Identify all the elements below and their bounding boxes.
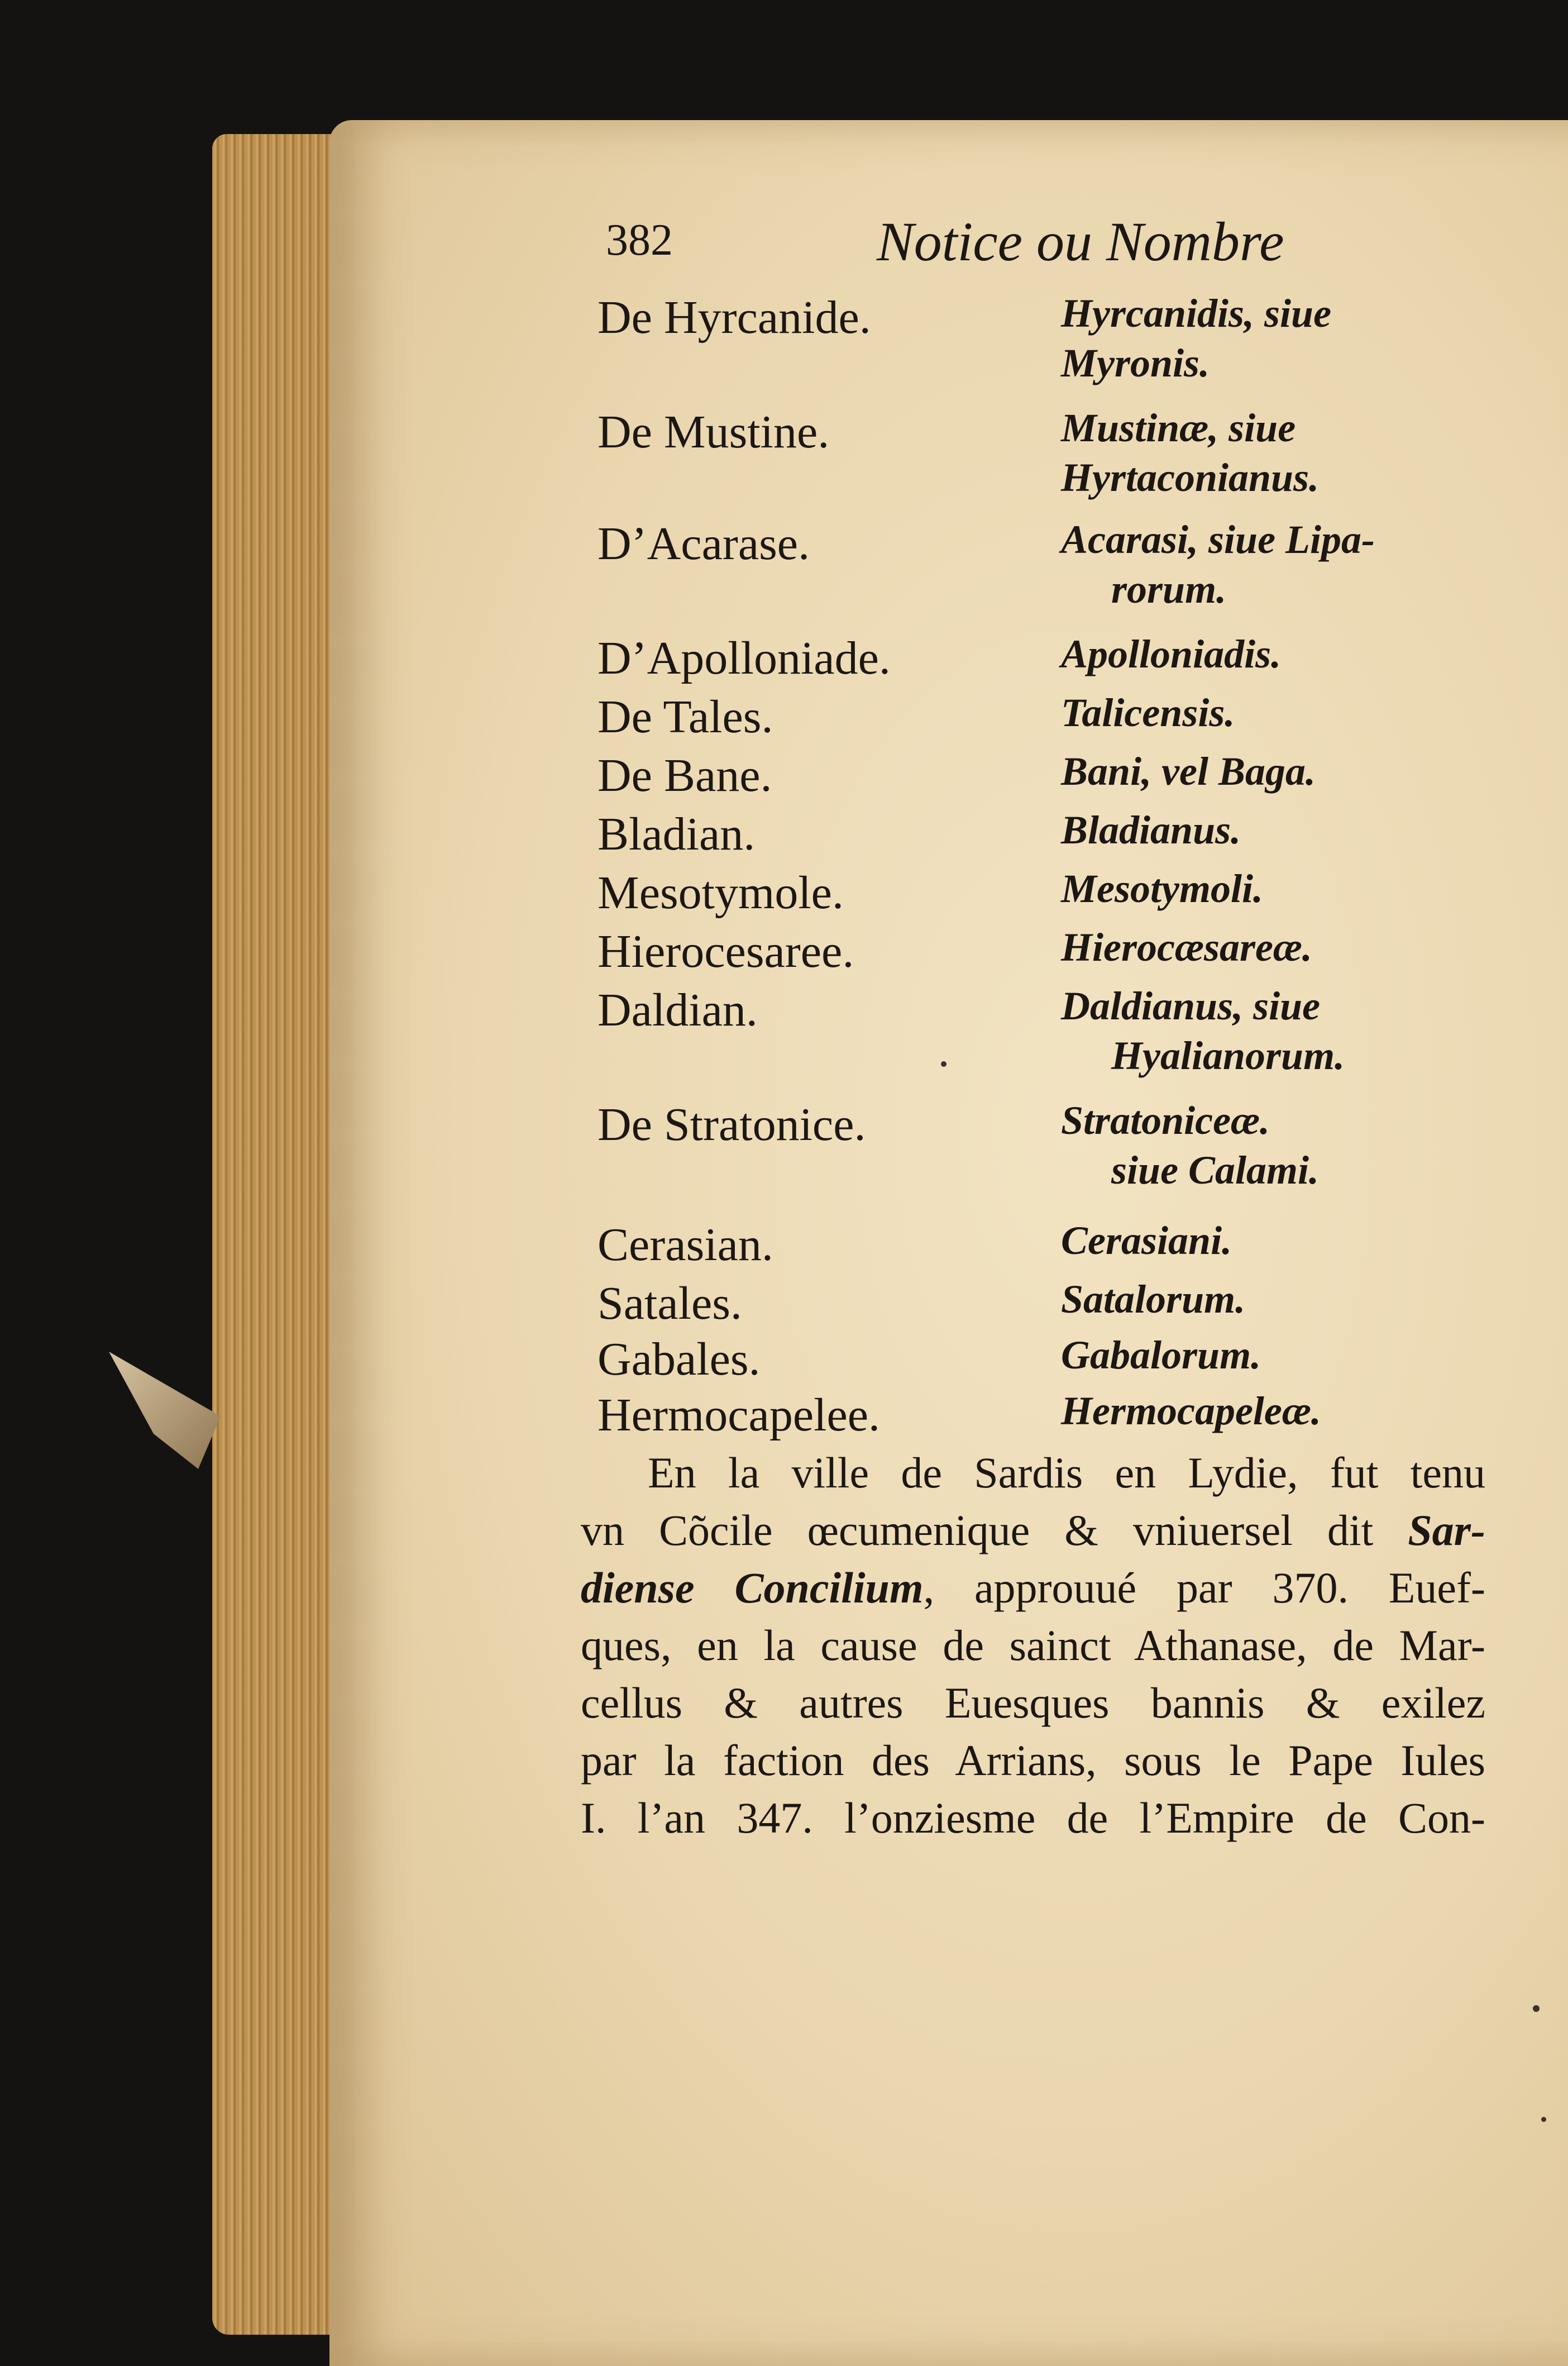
latin-name: Hyrcanidis, siue Myronis. [1061,291,1332,385]
paper-speck [941,1061,946,1067]
list-item [597,866,1469,927]
latin-name: Gabalorum. [1061,1333,1261,1377]
paragraph-line: par la faction des Arrians, sous le Pape Iules [581,1736,1485,1785]
french-name: Mesotymole. [597,867,844,919]
latin-name: Hierocæsareæ. [1061,925,1312,970]
latin-name: Apolloniadis. [1061,632,1282,676]
french-name: Gabales. [597,1333,761,1385]
running-title: Notice ou Nombre [877,211,1284,273]
latin-name: Mustinæ, siue Hyrtaconianus. [1061,406,1320,500]
list-item [597,748,1469,810]
list-item [597,405,1469,500]
paper-speck [1541,2117,1546,2122]
page-number: 382 [606,216,673,265]
french-name: De Bane. [597,750,772,802]
list-item [597,807,1469,869]
latin-name: Daldianus, siue Hyalianorum. [1061,984,1345,1078]
paragraph-line: En la ville de Sardis en Lydie, fut tenu [648,1448,1485,1497]
body-paragraph [581,1444,1485,1847]
list-item [597,1098,1469,1192]
paragraph-line: vn Cõcile œcumenique & vniuersel dit Sar- [581,1506,1486,1554]
paper-speck [1533,2005,1540,2012]
french-name: Cerasian. [597,1219,773,1271]
paragraph-line: I. l’an 347. l’onziesme de l’Empire de Con- [581,1793,1485,1842]
french-name: De Tales. [597,691,773,743]
list-item [597,1332,1469,1394]
french-name: Hierocesaree. [597,926,854,977]
french-name: D’Apolloniade. [597,632,891,684]
french-name: De Mustine. [597,406,830,458]
latin-name: Bani, vel Baga. [1061,749,1316,794]
french-name: De Stratonice. [597,1099,866,1151]
latin-name: Hermocapeleæ. [1061,1389,1321,1433]
french-name: D’Acarase. [597,518,810,570]
list-item [597,1218,1469,1279]
list-item [597,1388,1469,1449]
french-name: Satales. [597,1277,742,1329]
latin-name: Stratoniceæ. siue Calami. [1061,1098,1320,1192]
latin-name: Acarasi, siue Lipa- rorum. [1061,517,1375,612]
latin-name: Mesotymoli. [1061,866,1263,911]
paragraph-line: cellus & autres Euesques bannis & exilez [581,1678,1485,1727]
list-item [597,690,1469,751]
list-item [597,1276,1469,1338]
french-name: De Hyrcanide. [597,292,871,344]
french-name: Bladian. [597,808,756,860]
french-name: Daldian. [597,984,758,1036]
latin-name: Bladianus. [1061,808,1241,852]
list-item [597,631,1469,693]
bookmark-ribbon [109,1352,221,1469]
list-item [597,983,1469,1078]
latin-name: Talicensis. [1061,690,1235,735]
list-item [597,290,1469,385]
list-item [597,517,1469,612]
latin-name: Satalorum. [1061,1277,1246,1322]
french-name: Hermocapelee. [597,1389,881,1441]
list-item [597,924,1469,986]
latin-name: Cerasiani. [1061,1218,1232,1263]
paragraph-line: diense Concilium, approuué par 370. Euef- [581,1563,1486,1612]
paragraph-line: ques, en la cause de sainct Athanase, de Mar- [581,1621,1485,1669]
